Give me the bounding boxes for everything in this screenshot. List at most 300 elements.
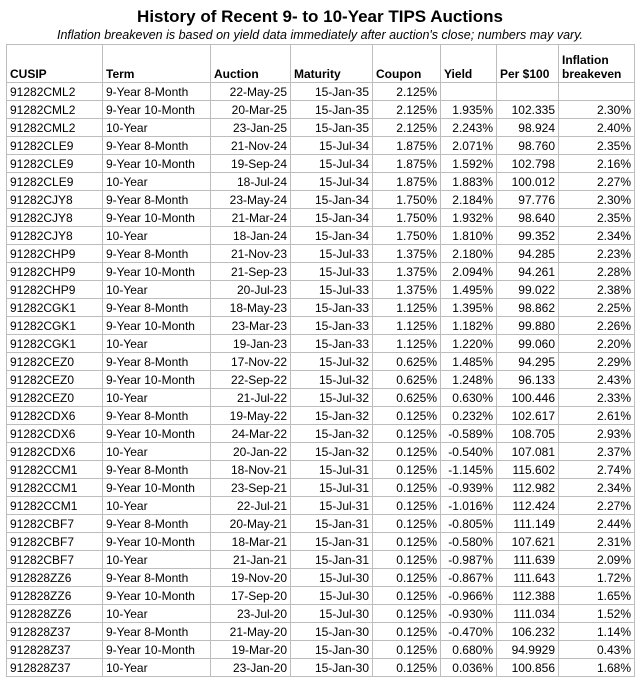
table-row	[7, 371, 635, 389]
cell-maturity: 15-Jan-35	[291, 83, 373, 101]
header-breakeven	[559, 45, 635, 83]
cell-auction: 21-May-20	[211, 623, 291, 641]
cell-price: 100.446	[497, 389, 559, 407]
cell-term: 9-Year 10-Month	[103, 641, 211, 659]
cell-breakeven: 2.61%	[559, 407, 635, 425]
table-row	[7, 209, 635, 227]
cell-cusip: 91282CML2	[7, 119, 103, 137]
cell-cusip: 912828ZZ6	[7, 569, 103, 587]
cell-yield	[441, 83, 497, 101]
cell-auction: 20-Mar-25	[211, 101, 291, 119]
cell-term: 10-Year	[103, 335, 211, 353]
table-row	[7, 263, 635, 281]
cell-term: 10-Year	[103, 227, 211, 245]
cell-cusip: 91282CEZ0	[7, 389, 103, 407]
cell-term: 9-Year 10-Month	[103, 317, 211, 335]
table-row	[7, 443, 635, 461]
cell-cusip: 912828Z37	[7, 641, 103, 659]
cell-term: 10-Year	[103, 497, 211, 515]
cell-term: 9-Year 8-Month	[103, 515, 211, 533]
cell-cusip: 91282CBF7	[7, 551, 103, 569]
cell-coupon: 1.375%	[373, 281, 441, 299]
cell-breakeven: 2.34%	[559, 479, 635, 497]
table-row	[7, 299, 635, 317]
table-row	[7, 335, 635, 353]
header-coupon: Coupon	[373, 45, 441, 83]
cell-auction: 20-Jan-22	[211, 443, 291, 461]
cell-price: 111.639	[497, 551, 559, 569]
cell-term: 10-Year	[103, 551, 211, 569]
table-row	[7, 533, 635, 551]
cell-auction: 22-Jul-21	[211, 497, 291, 515]
cell-price: 98.640	[497, 209, 559, 227]
cell-yield: 0.630%	[441, 389, 497, 407]
cell-term: 10-Year	[103, 173, 211, 191]
cell-cusip: 912828Z37	[7, 659, 103, 677]
cell-price: 98.862	[497, 299, 559, 317]
cell-auction: 18-May-23	[211, 299, 291, 317]
cell-price: 98.924	[497, 119, 559, 137]
cell-yield: 1.592%	[441, 155, 497, 173]
cell-maturity: 15-Jul-31	[291, 461, 373, 479]
table-row	[7, 137, 635, 155]
table-row	[7, 101, 635, 119]
cell-coupon: 1.875%	[373, 173, 441, 191]
cell-auction: 23-Mar-23	[211, 317, 291, 335]
cell-coupon: 0.125%	[373, 497, 441, 515]
cell-auction: 19-Sep-24	[211, 155, 291, 173]
cell-yield: -0.805%	[441, 515, 497, 533]
cell-yield: 2.094%	[441, 263, 497, 281]
cell-maturity: 15-Jul-31	[291, 497, 373, 515]
cell-maturity: 15-Jan-34	[291, 227, 373, 245]
cell-maturity: 15-Jul-32	[291, 371, 373, 389]
cell-coupon: 0.125%	[373, 425, 441, 443]
cell-yield: -0.867%	[441, 569, 497, 587]
cell-maturity: 15-Jul-32	[291, 353, 373, 371]
cell-maturity: 15-Jan-31	[291, 533, 373, 551]
cell-maturity: 15-Jan-30	[291, 641, 373, 659]
cell-term: 9-Year 10-Month	[103, 263, 211, 281]
cell-auction: 19-Nov-20	[211, 569, 291, 587]
cell-breakeven	[559, 83, 635, 101]
cell-term: 9-Year 10-Month	[103, 101, 211, 119]
table-row	[7, 317, 635, 335]
cell-term: 10-Year	[103, 389, 211, 407]
table-row	[7, 497, 635, 515]
cell-auction: 21-Jan-21	[211, 551, 291, 569]
table-row	[7, 551, 635, 569]
cell-cusip: 91282CDX6	[7, 407, 103, 425]
cell-auction: 23-Jan-25	[211, 119, 291, 137]
cell-term: 9-Year 10-Month	[103, 209, 211, 227]
header-auction: Auction	[211, 45, 291, 83]
cell-yield: 0.036%	[441, 659, 497, 677]
cell-maturity: 15-Jul-33	[291, 281, 373, 299]
cell-yield: -0.589%	[441, 425, 497, 443]
cell-price: 94.285	[497, 245, 559, 263]
cell-cusip: 91282CBF7	[7, 533, 103, 551]
cell-maturity: 15-Jan-31	[291, 551, 373, 569]
cell-maturity: 15-Jan-35	[291, 101, 373, 119]
cell-yield: -0.540%	[441, 443, 497, 461]
cell-term: 9-Year 10-Month	[103, 425, 211, 443]
cell-cusip: 91282CCM1	[7, 461, 103, 479]
cell-yield: 0.232%	[441, 407, 497, 425]
cell-coupon: 2.125%	[373, 101, 441, 119]
cell-price: 99.880	[497, 317, 559, 335]
cell-coupon: 0.125%	[373, 587, 441, 605]
cell-yield: -0.987%	[441, 551, 497, 569]
cell-maturity: 15-Jul-31	[291, 479, 373, 497]
cell-price: 94.295	[497, 353, 559, 371]
cell-cusip: 912828Z37	[7, 623, 103, 641]
cell-term: 10-Year	[103, 119, 211, 137]
cell-coupon: 0.625%	[373, 371, 441, 389]
cell-price: 106.232	[497, 623, 559, 641]
table-row	[7, 281, 635, 299]
cell-auction: 24-Mar-22	[211, 425, 291, 443]
table-row	[7, 227, 635, 245]
table-row	[7, 155, 635, 173]
cell-coupon: 1.875%	[373, 155, 441, 173]
cell-price: 99.060	[497, 335, 559, 353]
table-row	[7, 191, 635, 209]
cell-yield: 0.680%	[441, 641, 497, 659]
cell-price: 112.982	[497, 479, 559, 497]
cell-cusip: 91282CGK1	[7, 299, 103, 317]
cell-cusip: 91282CCM1	[7, 497, 103, 515]
cell-cusip: 91282CEZ0	[7, 353, 103, 371]
cell-coupon: 0.625%	[373, 389, 441, 407]
cell-maturity: 15-Jul-33	[291, 263, 373, 281]
cell-cusip: 91282CJY8	[7, 191, 103, 209]
cell-yield: -0.930%	[441, 605, 497, 623]
cell-price: 108.705	[497, 425, 559, 443]
cell-price: 102.798	[497, 155, 559, 173]
cell-yield: -1.145%	[441, 461, 497, 479]
cell-cusip: 91282CHP9	[7, 281, 103, 299]
cell-breakeven: 2.43%	[559, 371, 635, 389]
table-row	[7, 425, 635, 443]
table-row	[7, 605, 635, 623]
cell-breakeven: 2.30%	[559, 191, 635, 209]
cell-price: 102.617	[497, 407, 559, 425]
cell-maturity: 15-Jan-30	[291, 659, 373, 677]
cell-breakeven: 2.27%	[559, 173, 635, 191]
table-row	[7, 173, 635, 191]
table-row	[7, 587, 635, 605]
cell-yield: -1.016%	[441, 497, 497, 515]
cell-term: 9-Year 10-Month	[103, 155, 211, 173]
table-row	[7, 659, 635, 677]
cell-cusip: 91282CJY8	[7, 227, 103, 245]
cell-cusip: 91282CBF7	[7, 515, 103, 533]
cell-maturity: 15-Jul-30	[291, 587, 373, 605]
cell-cusip: 91282CJY8	[7, 209, 103, 227]
cell-cusip: 91282CCM1	[7, 479, 103, 497]
cell-auction: 22-Sep-22	[211, 371, 291, 389]
cell-coupon: 1.750%	[373, 227, 441, 245]
cell-price: 99.352	[497, 227, 559, 245]
cell-yield: 2.180%	[441, 245, 497, 263]
cell-breakeven: 1.14%	[559, 623, 635, 641]
cell-breakeven: 2.25%	[559, 299, 635, 317]
cell-price: 97.776	[497, 191, 559, 209]
cell-price: 94.9929	[497, 641, 559, 659]
cell-price: 107.621	[497, 533, 559, 551]
cell-breakeven: 1.68%	[559, 659, 635, 677]
cell-cusip: 91282CLE9	[7, 137, 103, 155]
cell-yield: 1.248%	[441, 371, 497, 389]
cell-yield: 1.485%	[441, 353, 497, 371]
cell-price: 102.335	[497, 101, 559, 119]
page-title: History of Recent 9- to 10-Year TIPS Auctions	[137, 7, 503, 26]
cell-auction: 19-Mar-20	[211, 641, 291, 659]
cell-price: 111.034	[497, 605, 559, 623]
cell-breakeven: 2.38%	[559, 281, 635, 299]
cell-term: 10-Year	[103, 659, 211, 677]
cell-term: 9-Year 10-Month	[103, 479, 211, 497]
header-breakeven-line2: breakeven	[562, 67, 622, 81]
cell-maturity: 15-Jan-31	[291, 515, 373, 533]
cell-term: 9-Year 8-Month	[103, 83, 211, 101]
header-breakeven-line1: Inflation	[562, 53, 609, 67]
cell-cusip: 91282CGK1	[7, 335, 103, 353]
cell-term: 10-Year	[103, 443, 211, 461]
cell-maturity: 15-Jul-30	[291, 569, 373, 587]
cell-price: 98.760	[497, 137, 559, 155]
table-row	[7, 641, 635, 659]
cell-price	[497, 83, 559, 101]
cell-maturity: 15-Jul-34	[291, 155, 373, 173]
cell-price: 94.261	[497, 263, 559, 281]
cell-breakeven: 0.43%	[559, 641, 635, 659]
cell-yield: 1.182%	[441, 317, 497, 335]
cell-maturity: 15-Jan-32	[291, 425, 373, 443]
cell-yield: -0.580%	[441, 533, 497, 551]
cell-yield: 1.220%	[441, 335, 497, 353]
cell-coupon: 0.125%	[373, 605, 441, 623]
cell-cusip: 91282CEZ0	[7, 371, 103, 389]
cell-auction: 21-Nov-24	[211, 137, 291, 155]
cell-yield: 1.932%	[441, 209, 497, 227]
cell-term: 9-Year 8-Month	[103, 299, 211, 317]
cell-maturity: 15-Jan-34	[291, 209, 373, 227]
cell-maturity: 15-Jan-32	[291, 443, 373, 461]
cell-price: 99.022	[497, 281, 559, 299]
table-row	[7, 461, 635, 479]
cell-auction: 21-Mar-24	[211, 209, 291, 227]
header-maturity: Maturity	[291, 45, 373, 83]
cell-auction: 19-May-22	[211, 407, 291, 425]
cell-term: 9-Year 8-Month	[103, 623, 211, 641]
cell-breakeven: 2.37%	[559, 443, 635, 461]
cell-cusip: 91282CGK1	[7, 317, 103, 335]
table-row	[7, 407, 635, 425]
cell-yield: 2.071%	[441, 137, 497, 155]
cell-breakeven: 2.09%	[559, 551, 635, 569]
page-subtitle: Inflation breakeven is based on yield data immediately after auction's close; numbers may vary.	[56, 28, 584, 42]
cell-maturity: 15-Jul-34	[291, 137, 373, 155]
cell-yield: 1.495%	[441, 281, 497, 299]
cell-breakeven: 2.44%	[559, 515, 635, 533]
cell-maturity: 15-Jul-32	[291, 389, 373, 407]
table-header-row	[7, 45, 635, 83]
cell-breakeven: 2.28%	[559, 263, 635, 281]
cell-cusip: 912828ZZ6	[7, 587, 103, 605]
cell-yield: -0.966%	[441, 587, 497, 605]
cell-maturity: 15-Jan-34	[291, 191, 373, 209]
header-term: Term	[103, 45, 211, 83]
cell-term: 9-Year 8-Month	[103, 407, 211, 425]
cell-cusip: 91282CML2	[7, 101, 103, 119]
cell-term: 9-Year 8-Month	[103, 245, 211, 263]
cell-auction: 23-Jul-20	[211, 605, 291, 623]
cell-term: 10-Year	[103, 281, 211, 299]
cell-term: 9-Year 10-Month	[103, 371, 211, 389]
cell-term: 9-Year 10-Month	[103, 587, 211, 605]
cell-cusip: 912828ZZ6	[7, 605, 103, 623]
cell-price: 115.602	[497, 461, 559, 479]
cell-breakeven: 2.35%	[559, 137, 635, 155]
table-row	[7, 83, 635, 101]
cell-term: 9-Year 10-Month	[103, 533, 211, 551]
cell-breakeven: 2.31%	[559, 533, 635, 551]
cell-coupon: 1.375%	[373, 263, 441, 281]
cell-price: 96.133	[497, 371, 559, 389]
table-row	[7, 623, 635, 641]
cell-coupon: 0.125%	[373, 407, 441, 425]
cell-auction: 23-May-24	[211, 191, 291, 209]
cell-maturity: 15-Jan-33	[291, 335, 373, 353]
cell-price: 100.012	[497, 173, 559, 191]
cell-coupon: 1.125%	[373, 335, 441, 353]
table-row	[7, 479, 635, 497]
cell-breakeven: 2.74%	[559, 461, 635, 479]
cell-breakeven: 2.20%	[559, 335, 635, 353]
table-row	[7, 515, 635, 533]
cell-term: 9-Year 8-Month	[103, 191, 211, 209]
cell-coupon: 0.125%	[373, 443, 441, 461]
cell-yield: -0.470%	[441, 623, 497, 641]
cell-auction: 19-Jan-23	[211, 335, 291, 353]
cell-breakeven: 2.93%	[559, 425, 635, 443]
cell-coupon: 1.750%	[373, 209, 441, 227]
cell-auction: 17-Nov-22	[211, 353, 291, 371]
cell-coupon: 0.125%	[373, 533, 441, 551]
cell-breakeven: 2.27%	[559, 497, 635, 515]
cell-breakeven: 2.35%	[559, 209, 635, 227]
cell-price: 111.643	[497, 569, 559, 587]
cell-price: 107.081	[497, 443, 559, 461]
table-row	[7, 569, 635, 587]
cell-coupon: 0.125%	[373, 515, 441, 533]
cell-cusip: 91282CLE9	[7, 173, 103, 191]
cell-auction: 18-Mar-21	[211, 533, 291, 551]
cell-auction: 17-Sep-20	[211, 587, 291, 605]
cell-breakeven: 2.16%	[559, 155, 635, 173]
cell-cusip: 91282CDX6	[7, 443, 103, 461]
header-price: Per $100	[497, 45, 559, 83]
cell-breakeven: 2.23%	[559, 245, 635, 263]
cell-coupon: 0.125%	[373, 479, 441, 497]
cell-coupon: 1.750%	[373, 191, 441, 209]
cell-breakeven: 1.65%	[559, 587, 635, 605]
header-yield: Yield	[441, 45, 497, 83]
cell-auction: 18-Nov-21	[211, 461, 291, 479]
cell-coupon: 1.125%	[373, 299, 441, 317]
cell-breakeven: 2.26%	[559, 317, 635, 335]
cell-coupon: 1.375%	[373, 245, 441, 263]
cell-cusip: 91282CHP9	[7, 263, 103, 281]
cell-coupon: 0.125%	[373, 659, 441, 677]
cell-breakeven: 2.29%	[559, 353, 635, 371]
cell-term: 9-Year 8-Month	[103, 137, 211, 155]
cell-breakeven: 2.40%	[559, 119, 635, 137]
cell-breakeven: 2.30%	[559, 101, 635, 119]
cell-auction: 18-Jan-24	[211, 227, 291, 245]
cell-coupon: 1.875%	[373, 137, 441, 155]
cell-maturity: 15-Jan-32	[291, 407, 373, 425]
table-row	[7, 245, 635, 263]
cell-breakeven: 1.72%	[559, 569, 635, 587]
cell-price: 112.388	[497, 587, 559, 605]
cell-term: 9-Year 8-Month	[103, 353, 211, 371]
tips-auction-table	[6, 44, 635, 677]
cell-cusip: 91282CLE9	[7, 155, 103, 173]
cell-coupon: 0.125%	[373, 641, 441, 659]
cell-maturity: 15-Jan-33	[291, 299, 373, 317]
cell-breakeven: 2.34%	[559, 227, 635, 245]
cell-auction: 21-Jul-22	[211, 389, 291, 407]
cell-auction: 18-Jul-24	[211, 173, 291, 191]
cell-price: 100.856	[497, 659, 559, 677]
cell-auction: 22-May-25	[211, 83, 291, 101]
cell-breakeven: 1.52%	[559, 605, 635, 623]
cell-cusip: 91282CHP9	[7, 245, 103, 263]
cell-auction: 23-Sep-21	[211, 479, 291, 497]
cell-cusip: 91282CDX6	[7, 425, 103, 443]
cell-coupon: 0.125%	[373, 551, 441, 569]
cell-term: 9-Year 8-Month	[103, 461, 211, 479]
cell-maturity: 15-Jan-33	[291, 317, 373, 335]
cell-maturity: 15-Jul-30	[291, 605, 373, 623]
cell-coupon: 1.125%	[373, 317, 441, 335]
cell-term: 10-Year	[103, 605, 211, 623]
cell-price: 112.424	[497, 497, 559, 515]
table-row	[7, 353, 635, 371]
cell-coupon: 0.125%	[373, 623, 441, 641]
cell-auction: 23-Jan-20	[211, 659, 291, 677]
cell-coupon: 2.125%	[373, 83, 441, 101]
cell-coupon: 0.125%	[373, 569, 441, 587]
cell-maturity: 15-Jul-33	[291, 245, 373, 263]
cell-cusip: 91282CML2	[7, 83, 103, 101]
cell-coupon: 2.125%	[373, 119, 441, 137]
cell-term: 9-Year 8-Month	[103, 569, 211, 587]
cell-yield: 1.395%	[441, 299, 497, 317]
cell-coupon: 0.625%	[373, 353, 441, 371]
cell-yield: 2.184%	[441, 191, 497, 209]
cell-yield: 1.810%	[441, 227, 497, 245]
cell-auction: 20-May-21	[211, 515, 291, 533]
cell-maturity: 15-Jan-30	[291, 623, 373, 641]
cell-breakeven: 2.33%	[559, 389, 635, 407]
cell-yield: -0.939%	[441, 479, 497, 497]
cell-price: 111.149	[497, 515, 559, 533]
cell-maturity: 15-Jan-35	[291, 119, 373, 137]
